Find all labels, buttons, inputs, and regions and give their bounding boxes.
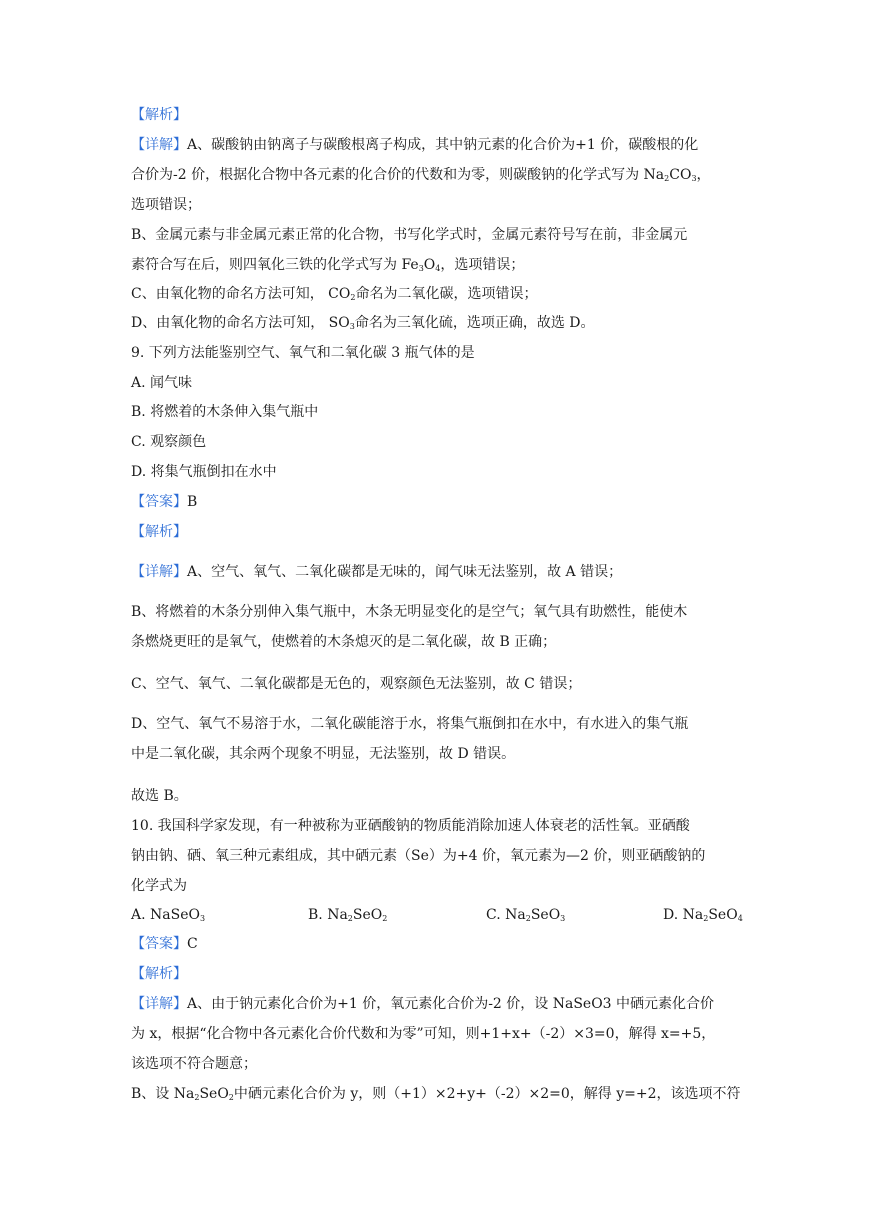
- question-10-option-c: C. $Na_2SeO_3$: [486, 907, 566, 923]
- question-10-detail: B、设 $Na_2SeO_2$中硒元素化合价为 y，则（+1）×2+y+（-2）×2=0，解得 y=+2，该选项不符: [131, 1086, 741, 1102]
- question-9-detail: 条燃烧更旺的是氧气，使燃着的木条熄灭的是二氧化碳，故 B 正确；: [131, 634, 557, 650]
- question-10-detail: 为 x，根据“化合物中各元素化合价代数和为零”可知，则+1+x+（-2）×3=0，解得 x=+5，: [131, 1026, 716, 1042]
- question-9-conclusion: 故选 B。: [131, 788, 188, 804]
- detail-line: 合价为-2 价，根据化合物中各元素的化合价的代数和为零，则碳酸钠的化学式写为 $Na_2CO_3$，: [131, 167, 711, 183]
- question-9-stem: 9. 下列方法能鉴别空气、氧气和二氧化碳 3 瓶气体的是: [131, 345, 475, 361]
- analysis-tag: 【解析】: [131, 107, 187, 123]
- detail-line: B、金属元素与非金属元素正常的化合物，书写化学式时，金属元素符号写在前，非金属元: [131, 227, 688, 243]
- detail-line: C、由氧化物的命名方法可知， $CO_2$命名为二氧化碳，选项错误；: [131, 286, 538, 302]
- question-10-stem: 钠由钠、硒、氧三种元素组成，其中硒元素（Se）为+4 价，氧元素为—2 价，则亚硒酸钠的: [131, 848, 706, 864]
- question-9-answer: 【答案】B: [131, 494, 198, 510]
- analysis-tag: 【解析】: [131, 524, 187, 540]
- detail-line: 选项错误；: [131, 197, 201, 213]
- question-9-detail: D、空气、氧气不易溶于水，二氧化碳能溶于水，将集气瓶倒扣在水中，有水进入的集气瓶: [131, 716, 689, 732]
- detail-line: D、由氧化物的命名方法可知， $SO_3$命名为三氧化硫，选项正确，故选 D。: [131, 315, 595, 331]
- question-9-detail: 【详解】A、空气、氧气、二氧化碳都是无味的，闻气味无法鉴别，故 A 错误；: [131, 564, 623, 580]
- question-10-stem: 10. 我国科学家发现，有一种被称为亚硒酸钠的物质能消除加速人体衰老的活性氧。亚硒酸: [131, 818, 690, 834]
- question-10-detail: 【详解】A、由于钠元素化合价为+1 价，氧元素化合价为-2 价，设 NaSeO3 中硒元素化合价: [131, 996, 715, 1012]
- question-9-detail: 中是二氧化碳，其余两个现象不明显，无法鉴别，故 D 错误。: [131, 746, 516, 762]
- question-9-option-d: D. 将集气瓶倒扣在水中: [131, 464, 277, 480]
- question-10-answer: 【答案】C: [131, 936, 198, 952]
- question-10-option-b: B. $Na_2SeO_2$: [308, 907, 388, 923]
- question-10-option-a: A. NaSeO$_3$: [131, 907, 206, 923]
- question-9-detail: B、将燃着的木条分别伸入集气瓶中，木条无明显变化的是空气；氧气具有助燃性，能使木: [131, 604, 688, 620]
- question-9-option-b: B. 将燃着的木条伸入集气瓶中: [131, 404, 319, 420]
- question-9-option-a: A. 闻气味: [131, 375, 193, 391]
- question-9-detail: C、空气、氧气、二氧化碳都是无色的，观察颜色无法鉴别，故 C 错误；: [131, 676, 582, 692]
- question-10-stem: 化学式为: [131, 878, 187, 894]
- detail-line: 素符合写在后，则四氧化三铁的化学式写为 $Fe_3O_4$，选项错误；: [131, 257, 525, 273]
- question-10-option-d: D. $Na_2SeO_4$: [663, 907, 743, 923]
- question-10-detail: 该选项不符合题意；: [131, 1056, 257, 1072]
- detail-line: 【详解】A、碳酸钠由钠离子与碳酸根离子构成，其中钠元素的化合价为+1 价，碳酸根的化: [131, 137, 699, 153]
- analysis-tag: 【解析】: [131, 966, 187, 982]
- question-9-option-c: C. 观察颜色: [131, 434, 207, 450]
